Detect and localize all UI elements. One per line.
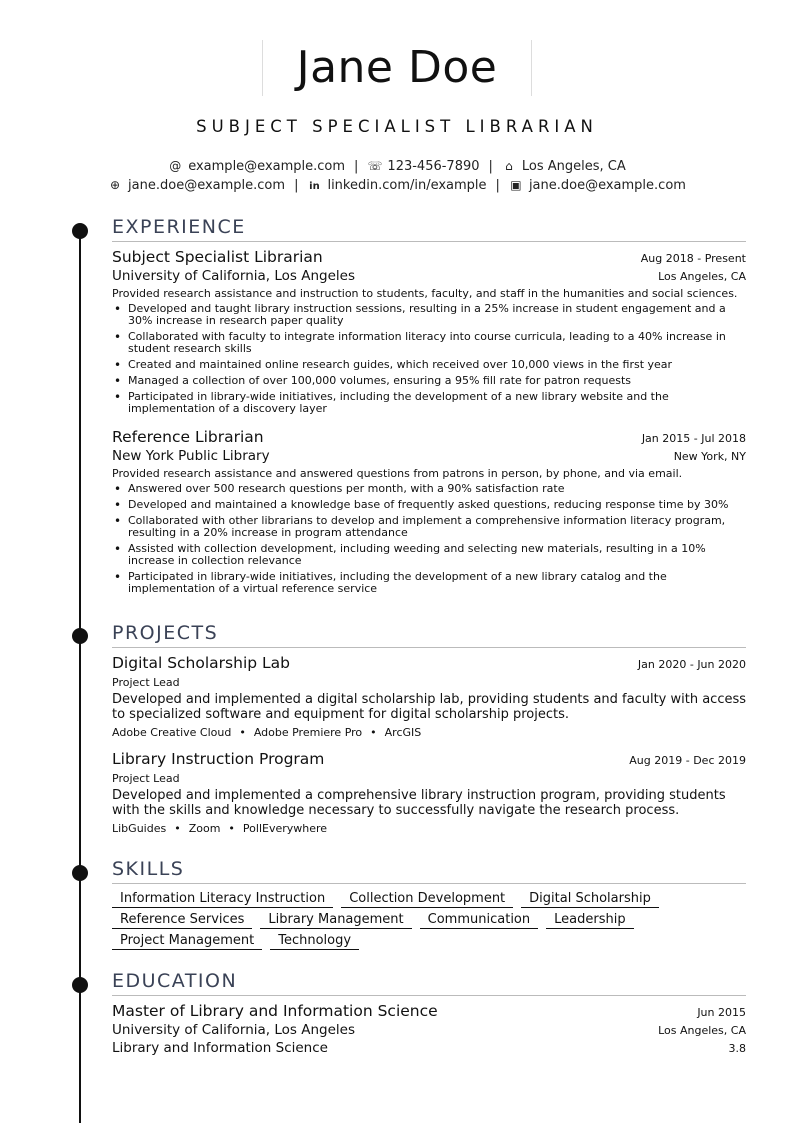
project-role: Project Lead [112,676,180,689]
project-description: Developed and implemented a comprehensive library instruction program, providing students with the skills and knowledge necessary to successfully navigate the research process. [112,788,726,818]
list-item: • Assisted with collection development, including weeding and selecting new materials, resulting in a 10% increase in collection relevance [112,543,746,567]
project-tools: LibGuides • Zoom • PollEverywhere [112,822,328,835]
job-title: Reference Librarian [112,428,264,446]
job-date: Aug 2018 - Present [640,252,746,265]
timeline-dot-skills [72,865,88,881]
section-divider [112,995,746,996]
project-entry [112,654,746,739]
separator: | [294,178,299,193]
contact-line-1 [0,159,794,174]
tool: ArcGIS [384,726,422,739]
separator: | [495,178,500,193]
list-item: • Developed and maintained a knowledge base of frequently asked questions, reducing response time by 30% [112,499,746,511]
job-summary: Provided research assistance and instruction to students, faculty, and staff in the humanities and social sciences. [112,287,738,300]
job-summary: Provided research assistance and answered questions from patrons in person, by phone, and via email. [112,467,683,480]
contact-location: ⌂ Los Angeles, CA [502,159,626,174]
linkedin-icon: in [309,181,320,192]
skill-tag: Technology [270,933,359,950]
list-item: • Created and maintained online research guides, which received over 10,000 views in the first year [112,359,746,371]
timeline-dot-education [72,977,88,993]
projects-section [112,621,746,835]
project-role: Project Lead [112,772,180,785]
skill-tag: Project Management [112,933,262,950]
contact-email[interactable]: @ example@example.com [169,159,346,174]
phone-icon: ☏ [367,159,383,173]
skill-tag: Information Literacy Instruction [112,891,333,908]
contact-other[interactable]: ▣ jane.doe@example.com [510,178,686,193]
job-organization: New York Public Library [112,448,270,464]
section-divider [112,883,746,884]
skills-section [112,857,746,954]
tool: Zoom [188,822,221,835]
job-title: Subject Specialist Librarian [112,248,323,266]
school-name: University of California, Los Angeles [112,1022,356,1038]
project-date: Jan 2020 - Jun 2020 [637,658,746,671]
experience-section [112,215,746,599]
tool: LibGuides [112,822,167,835]
project-date: Aug 2019 - Dec 2019 [629,754,746,767]
field-of-study: Library and Information Science [112,1040,328,1056]
separator: | [488,159,493,174]
contact-linkedin[interactable]: in linkedin.com/in/example [309,178,487,193]
list-item: • Participated in library-wide initiatives, including the development of a new library website and the implementation of a discovery layer [112,391,746,415]
project-title: Library Instruction Program [112,750,325,768]
job-organization: University of California, Los Angeles [112,268,356,284]
skills-list [112,891,746,954]
section-title: EDUCATION [112,970,238,992]
list-item: • Participated in library-wide initiatives, including the development of a new library catalog and the implementation of a virtual reference service [112,571,746,595]
skill-tag: Leadership [546,912,633,929]
project-tools: Adobe Creative Cloud • Adobe Premiere Pro • ArcGIS [112,726,422,739]
job-bullets [112,303,746,415]
timeline-dot-experience [72,223,88,239]
resume-header [0,40,794,96]
list-item: • Collaborated with faculty to integrate information literacy into course curricula, leading to a 40% increase in student research skills [112,331,746,355]
job-location: New York, NY [673,450,746,463]
list-item: • Managed a collection of over 100,000 volumes, ensuring a 95% fill rate for patron requests [112,375,746,387]
bookmark-icon: ▣ [510,178,522,192]
degree-title: Master of Library and Information Science [112,1002,438,1020]
tool: Adobe Creative Cloud [112,726,232,739]
project-entry [112,750,746,835]
experience-entry [112,428,746,595]
school-location: Los Angeles, CA [658,1024,746,1037]
skill-tag: Collection Development [341,891,513,908]
tool: Adobe Premiere Pro [253,726,363,739]
home-icon: ⌂ [505,159,513,173]
skill-tag: Communication [420,912,538,929]
education-section [112,969,746,1056]
gpa: 3.8 [728,1042,746,1055]
list-item: • Developed and taught library instruction sessions, resulting in a 25% increase in student engagement and a 30% increase in research paper quality [112,303,746,327]
candidate-role: SUBJECT SPECIALIST LIBRARIAN [196,117,598,136]
candidate-name: Jane Doe [296,42,498,93]
list-item: • Collaborated with other librarians to develop and implement a comprehensive information literacy program, resulting in a 20% increase in program attendance [112,515,746,539]
tool: PollEverywhere [242,822,328,835]
section-divider [112,647,746,648]
name-frame [262,40,533,96]
skill-tag: Digital Scholarship [521,891,659,908]
skill-tag: Library Management [260,912,411,929]
separator: | [354,159,359,174]
skill-tag: Reference Services [112,912,252,929]
section-title: SKILLS [112,858,185,880]
contact-website[interactable]: ⊕ jane.doe@example.com [110,178,286,193]
education-entry [112,1002,746,1056]
job-bullets [112,483,746,595]
section-title: PROJECTS [112,622,219,644]
contact-phone[interactable]: ☏ 123-456-7890 [367,159,480,174]
project-title: Digital Scholarship Lab [112,654,290,672]
education-date: Jun 2015 [697,1006,746,1019]
list-item: • Answered over 500 research questions per month, with a 90% satisfaction rate [112,483,746,495]
experience-entry [112,248,746,415]
timeline-dot-projects [72,628,88,644]
project-description: Developed and implemented a digital scholarship lab, providing students and faculty with access to specialized software and equipment for digital scholarship projects. [112,692,747,722]
at-icon: @ [169,159,182,173]
job-location: Los Angeles, CA [658,270,746,283]
globe-icon: ⊕ [110,178,121,192]
section-divider [112,241,746,242]
job-date: Jan 2015 - Jul 2018 [641,432,746,445]
contact-line-2 [0,178,794,193]
section-title: EXPERIENCE [112,216,246,238]
